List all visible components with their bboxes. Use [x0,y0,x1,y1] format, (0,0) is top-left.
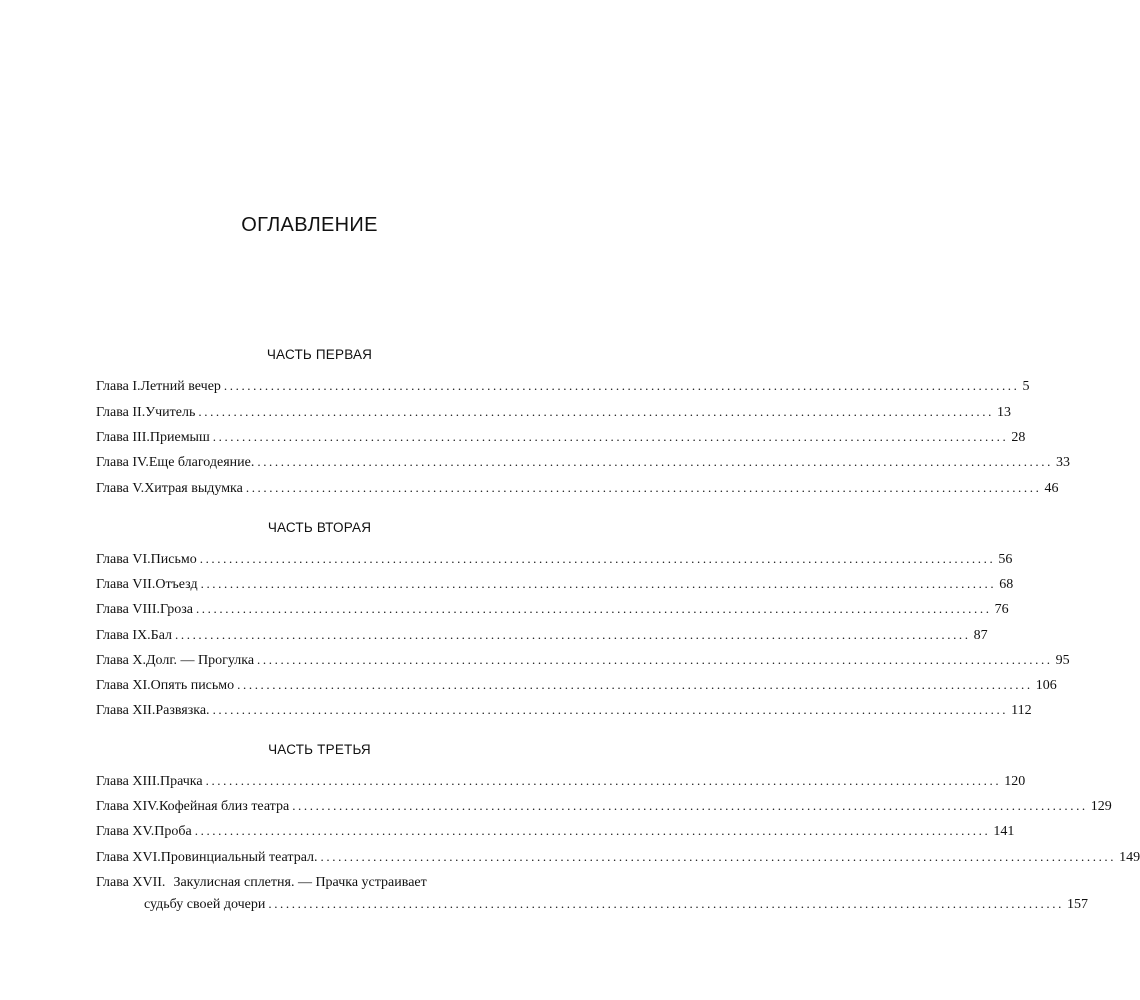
chapter-number: Глава VII. [96,577,156,592]
chapter-number: Глава XV. [96,824,155,839]
dot-leader: ........................................................................................................................................ [257,454,1053,469]
chapter-number: Глава IV. [96,455,149,470]
chapter-title: Бал [150,628,173,643]
chapter-number: Глава V. [96,481,145,496]
chapter-title: Хитрая выдумка [144,481,243,496]
toc-entry[interactable] [96,403,1011,422]
toc-entry[interactable] [96,626,988,645]
chapter-title: Долг. — Прогулка [146,653,255,668]
toc-entry[interactable] [96,428,1026,447]
page-number: 149 [1119,850,1140,865]
dot-leader: ........................................................................................................................................ [199,551,996,566]
chapter-title: Проба [154,824,192,839]
chapter-number: Глава XIII. [96,774,160,789]
part-heading: ЧАСТЬ ТРЕТЬЯ [268,742,371,757]
chapter-number: Глава XIV. [96,799,159,814]
page-number: 129 [1090,799,1112,814]
page-number: 141 [993,824,1015,839]
chapter-number: Глава IX. [96,628,151,643]
dot-leader: ........................................................................................................................................ [237,677,1033,692]
page-number: 112 [1011,703,1032,718]
chapter-title: Учитель [145,405,196,420]
page-number: 56 [998,552,1013,567]
page-number: 87 [973,628,988,643]
chapter-number: Глава XII. [96,703,156,718]
toc-entry[interactable] [96,701,1032,720]
chapter-number: Глава VI. [96,552,151,567]
page-title: ОГЛАВЛЕНИЕ [241,214,378,236]
chapter-number: Глава II. [96,405,146,420]
page-number: 5 [1022,379,1030,394]
page-number: 13 [996,405,1011,420]
toc-entry[interactable] [96,479,1059,498]
chapter-number: Глава VIII. [96,602,160,617]
toc-entry[interactable] [96,453,1070,472]
page-number: 157 [1066,897,1088,912]
chapter-title: Закулисная сплетня. — Прачка устраивает [173,875,427,890]
dot-leader: ........................................................................................................................................ [194,823,991,838]
page-number: 68 [999,577,1014,592]
dot-leader: ........................................................................................................................................ [200,576,997,591]
chapter-number: Глава III. [96,430,150,445]
dot-leader: ........................................................................................................................................ [198,404,994,419]
toc-entry[interactable] [96,797,1112,816]
chapter-number: Глава XVII. [96,875,166,890]
chapter-title: Гроза [159,602,193,617]
page-number: 46 [1044,481,1059,496]
dot-leader: ........................................................................................................................................ [175,627,971,642]
toc-entry[interactable] [96,651,1070,670]
dot-leader: ........................................................................................................................................ [212,429,1009,444]
page-number: 106 [1035,678,1057,693]
dot-leader: ........................................................................................................................................ [205,773,1002,788]
chapter-title: Еще благодеяние. [148,455,255,470]
page-number: 120 [1004,774,1026,789]
dot-leader: ........................................................................................................................................ [223,378,1020,393]
page-number: 33 [1055,455,1070,470]
chapter-number: Глава XI. [96,678,151,693]
toc-entry[interactable] [96,772,1026,791]
toc-entry[interactable] [96,822,1015,841]
chapter-title: Опять письмо [150,678,235,693]
toc-entry[interactable] [96,848,1140,867]
toc-entry[interactable] [96,575,1014,594]
chapter-number: Глава X. [96,653,146,668]
dot-leader: ........................................................................................................................................ [212,702,1009,717]
chapter-title: Приемыш [149,430,210,445]
dot-leader: ........................................................................................................................................ [195,601,992,616]
dot-leader: ........................................................................................................................................ [292,798,1088,813]
page-number: 76 [994,602,1009,617]
toc-entry[interactable] [96,676,1057,695]
chapter-number: Глава XVI. [96,850,161,865]
part-heading: ЧАСТЬ ВТОРАЯ [267,520,372,535]
chapter-title: Письмо [150,552,197,567]
chapter-title: Летний вечер [140,379,221,394]
dot-leader: ........................................................................................................................................ [320,849,1117,864]
chapter-title: Прачка [159,774,203,789]
chapter-title: Развязка. [155,703,210,718]
dot-leader: ........................................................................................................................................ [268,896,1064,911]
toc-entry[interactable] [96,550,1013,569]
toc-entry[interactable] [96,377,1030,396]
toc-entry[interactable] [96,872,1088,915]
dot-leader: ........................................................................................................................................ [257,652,1053,667]
dot-leader: ........................................................................................................................................ [245,480,1042,495]
chapter-title: Кофейная близ театра [158,799,290,814]
toc-entry[interactable] [96,600,1009,619]
page-number: 28 [1011,430,1026,445]
part-heading: ЧАСТЬ ПЕРВАЯ [266,347,373,362]
page-number: 95 [1055,653,1070,668]
chapter-title-continued: судьбу своей дочери [144,897,266,912]
chapter-title: Отъезд [155,577,198,592]
chapter-title: Провинциальный театрал. [160,850,318,865]
chapter-number: Глава I. [96,379,141,394]
